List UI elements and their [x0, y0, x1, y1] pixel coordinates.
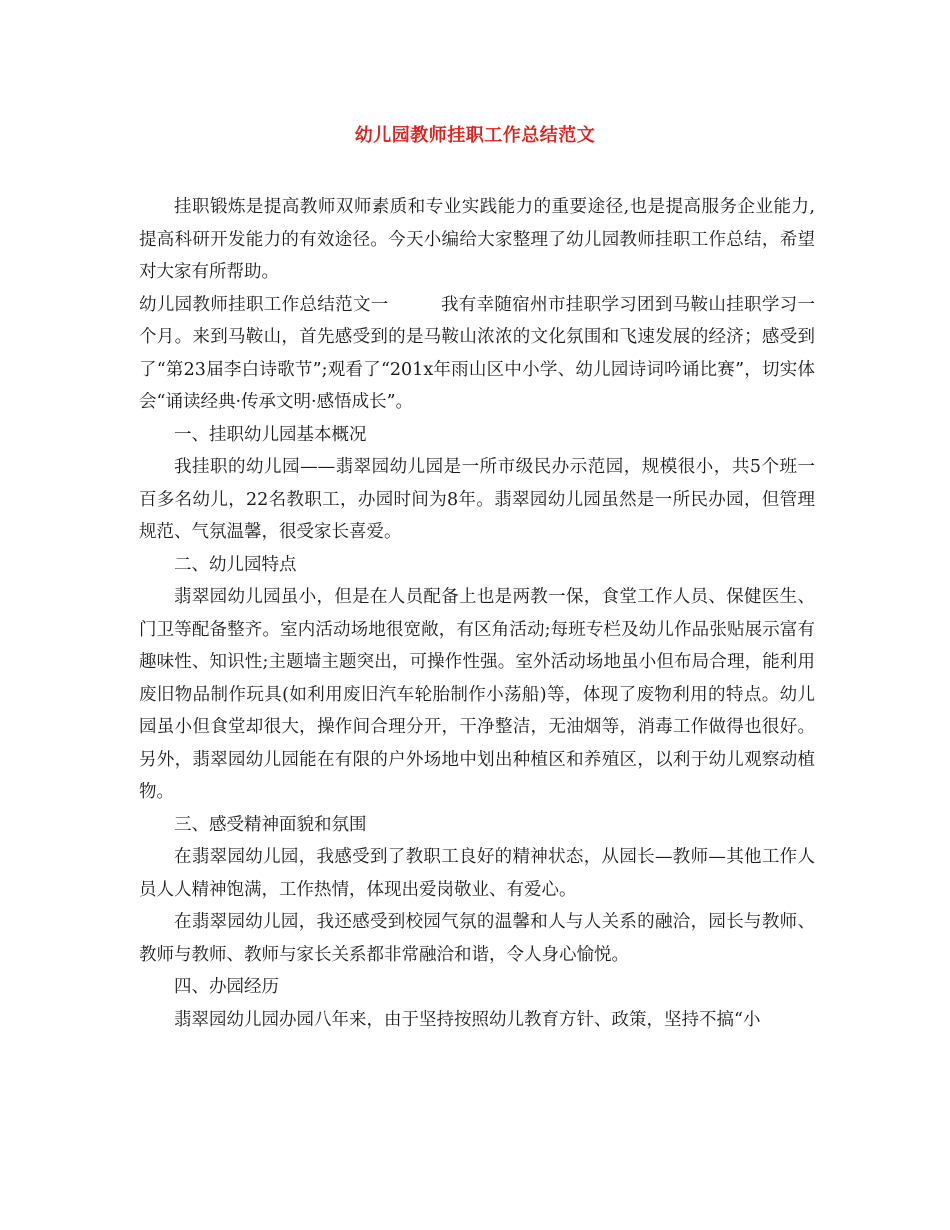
heading-basic-overview: 一、挂职幼儿园基本概况: [174, 424, 367, 445]
heading-features: 二、幼儿园特点: [174, 554, 297, 575]
section-one-paragraph: [139, 289, 815, 419]
paragraph-history: 翡翠园幼儿园办园八年来，由于坚持按照幼儿教育方针、政策，坚持不搞“小: [174, 1009, 761, 1030]
section-one-text: 我有幸随宿州市挂职学习团到马鞍山挂职学习一个月。来到马鞍山，首先感受到的是马鞍山浓浓的文化氛围和飞速发展的经济；感受到了“第23届李白诗歌节”;观看了“201x年雨山区中小学、幼儿园诗词吟诵比赛”，切实体会“诵读经典·传承文明·感悟成长”。: [139, 294, 816, 412]
paragraph-spirit-2: 在翡翠园幼儿园，我还感受到校园气氛的温馨和人与人关系的融洽，园长与教师、教师与教师、教师与家长关系都非常融洽和谐，令人身心愉悦。: [139, 912, 815, 965]
heading-spirit: 三、感受精神面貌和氛围: [174, 814, 367, 835]
section-one-label: 幼儿园教师挂职工作总结范文一: [139, 294, 389, 315]
document-body: [139, 191, 815, 1036]
document-title: 幼儿园教师挂职工作总结范文: [354, 125, 596, 146]
paragraph-basic-overview: 我挂职的幼儿园——翡翠园幼儿园是一所市级民办示范园，规模很小，共5个班一百多名幼儿，22名教职工，办园时间为8年。翡翠园幼儿园虽然是一所民办园，但管理规范、气氛温馨，很受家长喜爱。: [139, 457, 815, 542]
intro-paragraph: 挂职锻炼是提高教师双师素质和专业实践能力的重要途径,也是提高服务企业能力,提高科研开发能力的有效途径。今天小编给大家整理了幼儿园教师挂职工作总结，希望对大家有所帮助。: [139, 197, 815, 282]
heading-history: 四、办园经历: [174, 977, 279, 997]
paragraph-spirit-1: 在翡翠园幼儿园，我感受到了教职工良好的精神状态，从园长—教师—其他工作人员人人精神饱满，工作热情，体现出爱岗敬业、有爱心。: [139, 847, 815, 900]
paragraph-features: 翡翠园幼儿园虽小，但是在人员配备上也是两教一保，食堂工作人员、保健医生、门卫等配备整齐。室内活动场地很宽敞，有区角活动;每班专栏及幼儿作品张贴展示富有趣味性、知识性;主题墙主题突出，可操作性强。室外活动场地虽小但布局合理，能利用废旧物品制作玩具(如利用废旧汽车轮胎制作小荡船)等，体现了废物利用的特点。幼儿园虽小但食堂却很大，操作间合理分开，干净整洁，无油烟等，消毒工作做得也很好。另外，翡翠园幼儿园能在有限的户外场地中划出种植区和养殖区，以利于幼儿观察动植物。: [139, 587, 815, 802]
